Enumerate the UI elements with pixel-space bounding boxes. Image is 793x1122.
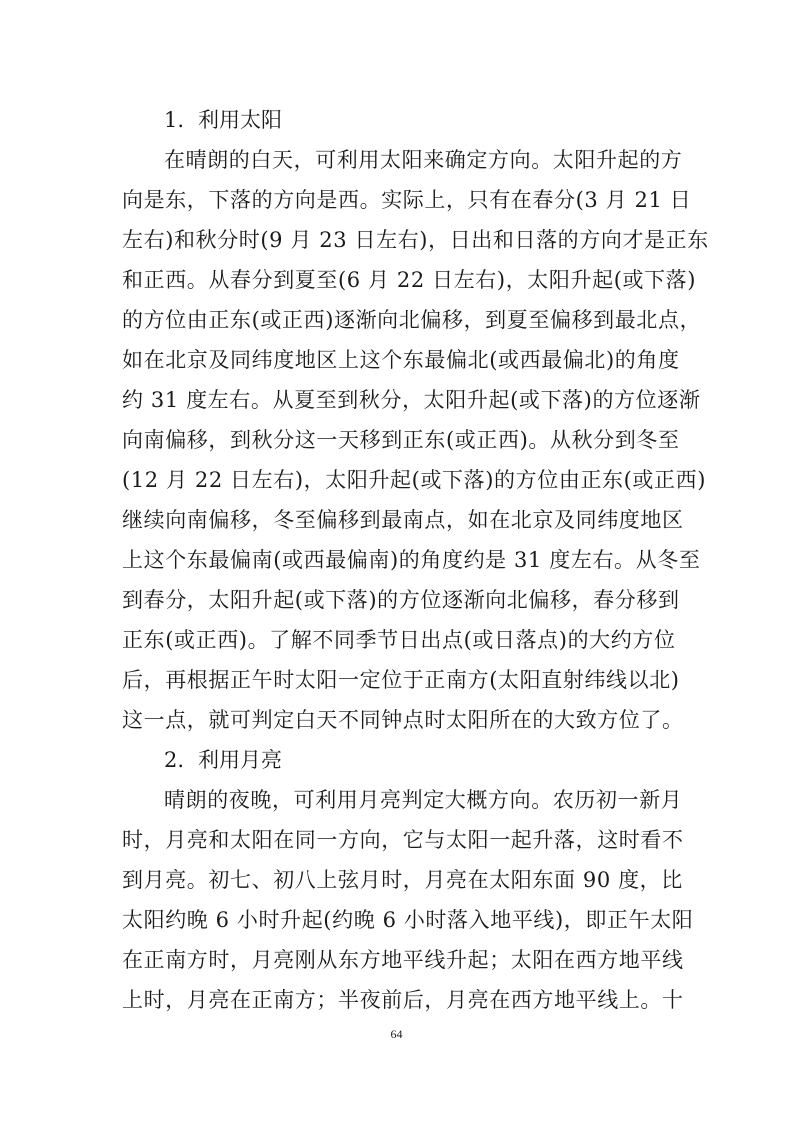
text-line: 如在北京及同纬度地区上这个东最偏北(或西最偏北)的角度: [122, 348, 680, 372]
page-number: 64: [390, 1027, 403, 1041]
paragraph-sun: [122, 140, 709, 740]
section-number: 2.: [164, 748, 185, 772]
text-line: 左右)和秋分时(9 月 23 日左右)，日出和日落的方向才是正东: [122, 228, 709, 252]
paragraph-moon: [122, 780, 694, 1020]
page-content: [122, 100, 709, 1020]
text-line: 上这个东最偏南(或西最偏南)的角度约是 31 度左右。从冬至: [122, 548, 701, 572]
text-line: 向南偏移，到秋分这一天移到正东(或正西)。从秋分到冬至: [122, 428, 680, 452]
text-line: 到春分，太阳升起(或下落)的方位逐渐向北偏移，春分移到: [122, 588, 680, 612]
text-line: 后，再根据正午时太阳一定位于正南方(太阳直射纬线以北): [122, 668, 680, 692]
text-line: 时，月亮和太阳在同一方向，它与太阳一起升落，这时看不: [122, 828, 684, 852]
text-line: 在正南方时，月亮刚从东方地平线升起；太阳在西方地平线: [122, 948, 684, 972]
text-line: 太阳约晚 6 小时升起(约晚 6 小时落入地平线)，即正午太阳: [122, 908, 694, 932]
section-number: 1.: [164, 108, 185, 132]
text-line: 正东(或正西)。了解不同季节日出点(或日落点)的大约方位: [122, 628, 676, 652]
text-line: 和正西。从春分到夏至(6 月 22 日左右)，太阳升起(或下落): [122, 268, 697, 292]
text-line: 上时，月亮在正南方；半夜前后，月亮在西方地平线上。十: [122, 988, 684, 1012]
text-line: (12 月 22 日左右)，太阳升起(或下落)的方位由正东(或正西): [122, 468, 707, 492]
text-line: 向是东，下落的方向是西。实际上，只有在春分(3 月 21 日: [122, 188, 692, 212]
text-line: 在晴朗的白天，可利用太阳来确定方向。太阳升起的方: [164, 148, 683, 172]
text-line: 晴朗的夜晚，可利用月亮判定大概方向。农历初一新月: [164, 788, 683, 812]
section-title: 利用月亮: [198, 748, 282, 772]
text-line: 的方位由正东(或正西)逐渐向北偏移，到夏至偏移到最北点，: [122, 308, 702, 332]
text-line: 约 31 度左右。从夏至到秋分，太阳升起(或下落)的方位逐渐: [122, 388, 701, 412]
section-heading-sun: [122, 100, 682, 140]
text-line: 这一点，就可判定白天不同钟点时太阳所在的大致方位了。: [122, 708, 684, 732]
text-line: 继续向南偏移，冬至偏移到最南点，如在北京及同纬度地区: [122, 508, 684, 532]
section-title: 利用太阳: [198, 108, 282, 132]
section-heading-moon: [122, 740, 682, 780]
text-line: 到月亮。初七、初八上弦月时，月亮在太阳东面 90 度，比: [122, 868, 683, 892]
